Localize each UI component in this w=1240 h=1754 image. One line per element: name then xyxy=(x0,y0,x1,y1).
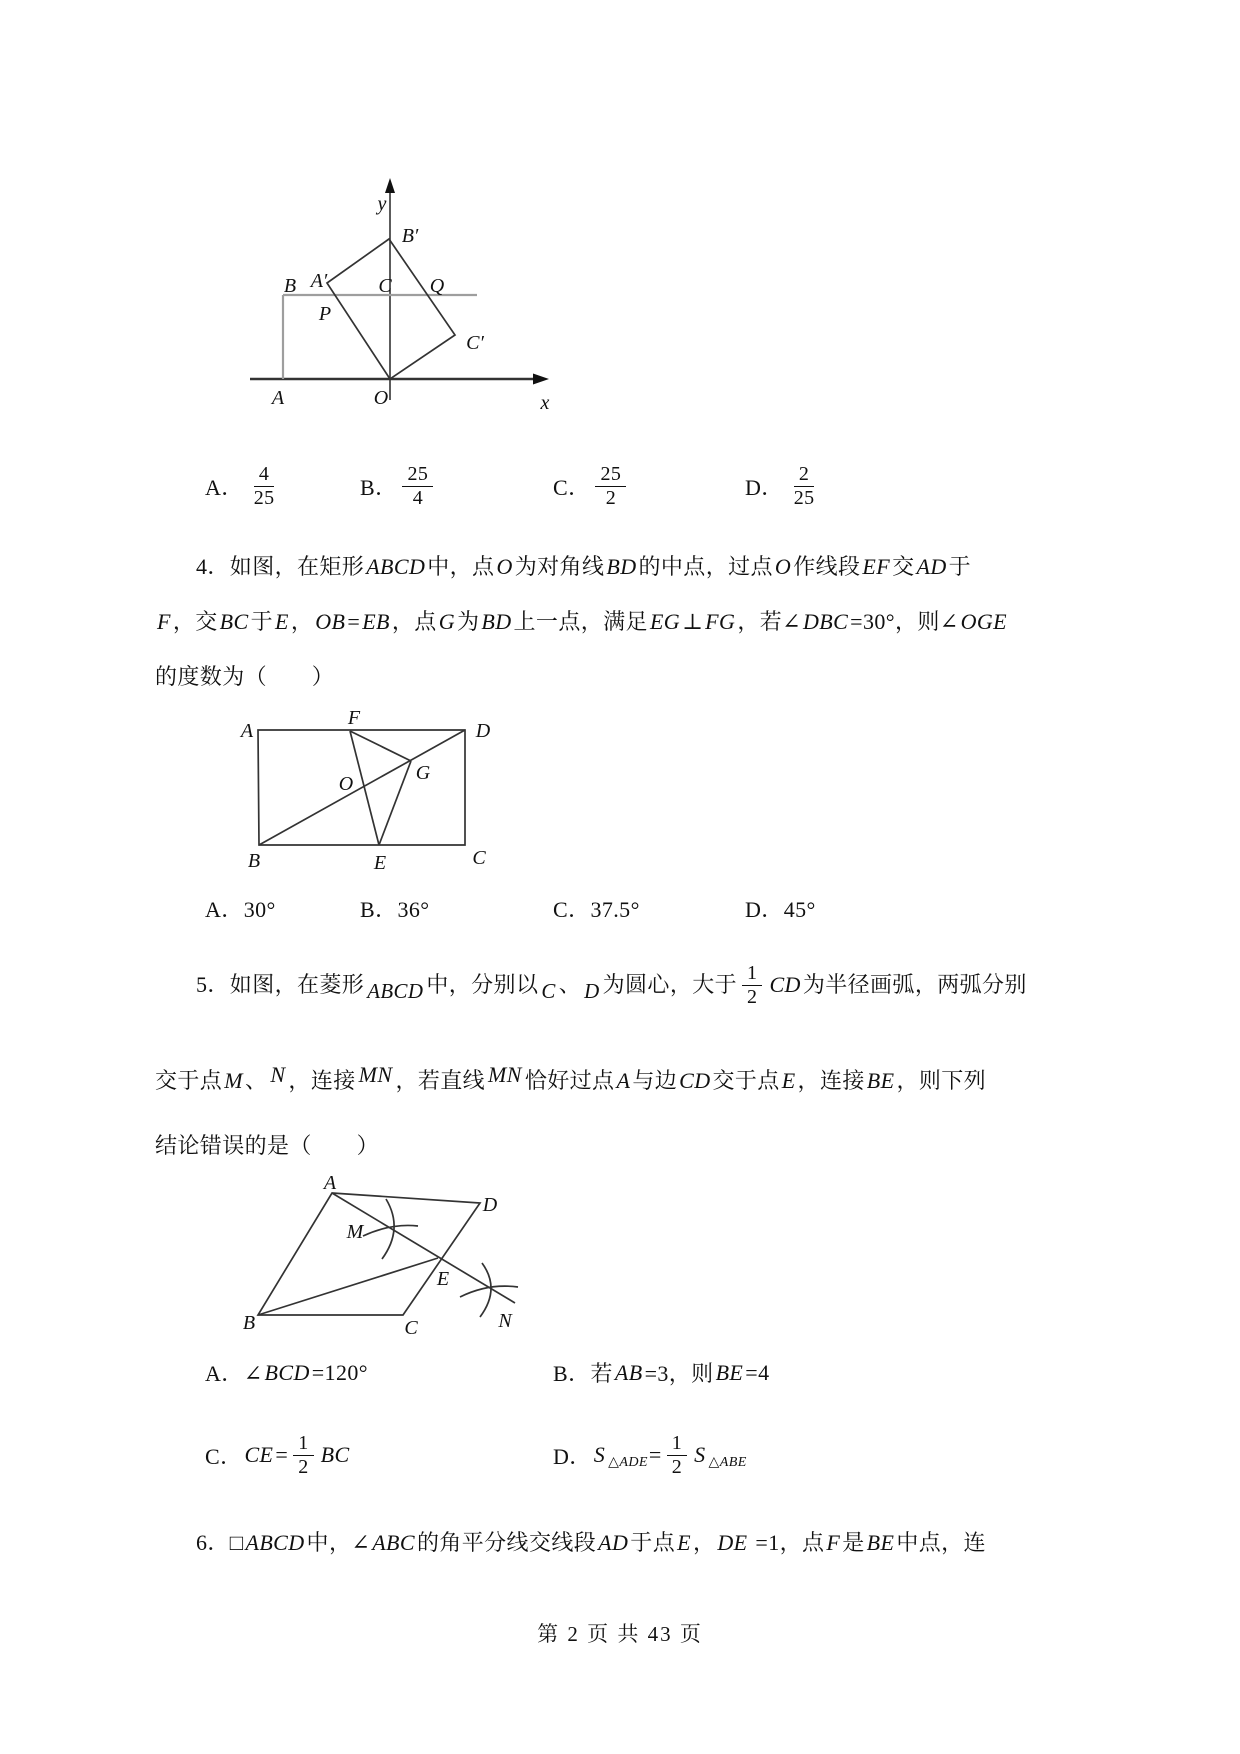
question-5-line-1: 5．如图，在菱形 ABCD 中，分别以 C 、 D 为圆心，大于 $\frac{1}{2}$ CD 为半径画弧，两弧分别 xyxy=(196,961,1027,1008)
label-B: B xyxy=(242,1312,256,1334)
label-E: E xyxy=(373,852,387,874)
label-D: D xyxy=(475,720,491,742)
option-5a: A．∠ BCD =120° xyxy=(205,1359,368,1386)
label-B: B xyxy=(283,275,297,297)
label-Q: Q xyxy=(429,275,445,297)
question-4-line-2: F，交BC于E，OB=EB，点G为BD上一点，满足EG⊥FG，若∠DBC=30°，则∠OGE xyxy=(157,609,1008,634)
label-y: y xyxy=(377,193,387,215)
question-6-line-1: 6．□ABCD中，∠ABC的角平分线交线段AD于点E，DE =1，点F是BE中点，连 xyxy=(196,1530,986,1555)
label-C-prime: C′ xyxy=(466,332,484,354)
label-A: A xyxy=(240,720,254,742)
label-G: G xyxy=(415,762,431,784)
arc-at-N-2 xyxy=(460,1286,518,1297)
option-5b: B．若 AB =3，则 BE =4 xyxy=(553,1359,770,1386)
page-footer: 第 2 页 共 43 页 xyxy=(537,1622,703,1646)
question-5-line-3: 结论错误的是（ ） xyxy=(155,1133,380,1158)
option-4a: A．30° xyxy=(205,897,276,922)
diagonal-BD xyxy=(259,730,465,845)
label-C: C xyxy=(378,275,392,297)
segment-FE xyxy=(350,731,379,845)
rotated-rectangle-OA'B'C' xyxy=(327,239,455,379)
figure-rectangle-abcd xyxy=(210,695,510,880)
figure-rhombus-construction xyxy=(210,1175,580,1350)
label-O: O xyxy=(373,387,389,409)
option-3d: D． $\frac{2}{25}$ xyxy=(745,462,815,509)
question-4-line-1: 4．如图，在矩形ABCD中，点O为对角线BD的中点，过点O作线段EF交AD于 xyxy=(196,554,972,579)
rhombus-ABCD xyxy=(258,1193,480,1315)
label-O: O xyxy=(338,773,354,795)
label-A: A xyxy=(323,1175,337,1194)
arc-at-N-1 xyxy=(480,1263,491,1317)
y-axis-arrow xyxy=(385,178,395,193)
option-3c: C． $\frac{25}{2}$ xyxy=(553,448,631,524)
option-4d: D．45° xyxy=(745,897,816,922)
label-N: N xyxy=(498,1310,512,1332)
label-F: F xyxy=(347,707,361,729)
label-C: C xyxy=(404,1317,418,1339)
question-5-line-2: 交于点M、 N ，连接 MN ，若直线 MN 恰好过点A与边CD交于点E，连接BE，则下列 xyxy=(155,1062,987,1093)
label-M: M xyxy=(346,1221,364,1243)
x-axis-arrow xyxy=(533,374,549,385)
label-E: E xyxy=(436,1268,450,1290)
label-A: A xyxy=(271,387,285,409)
question-4-line-3: 的度数为（ ） xyxy=(155,664,335,689)
option-5d: D． S △ADE = $\frac{1}{2}$ S △ABE xyxy=(553,1431,747,1478)
label-B: B xyxy=(247,850,261,872)
option-5c: C． CE = $\frac{1}{2}$ BC xyxy=(205,1431,350,1478)
option-4c: C．37.5° xyxy=(553,897,640,922)
option-4b: B．36° xyxy=(360,897,430,922)
segment-EG xyxy=(379,761,411,845)
segment-BE xyxy=(258,1258,438,1315)
arc-at-M-2 xyxy=(363,1225,418,1236)
option-3b: B． $\frac{25}{4}$ xyxy=(360,448,438,524)
label-x: x xyxy=(540,392,550,414)
label-A-prime: A′ xyxy=(310,270,328,292)
label-C: C xyxy=(472,847,486,869)
label-D: D xyxy=(482,1194,498,1216)
figure-coordinate-rotation xyxy=(235,168,565,418)
option-3a: A． $\frac{4}{25}$ xyxy=(205,462,275,509)
label-P: P xyxy=(318,303,332,325)
label-B-prime: B′ xyxy=(401,225,419,247)
segment-FG xyxy=(350,731,411,761)
